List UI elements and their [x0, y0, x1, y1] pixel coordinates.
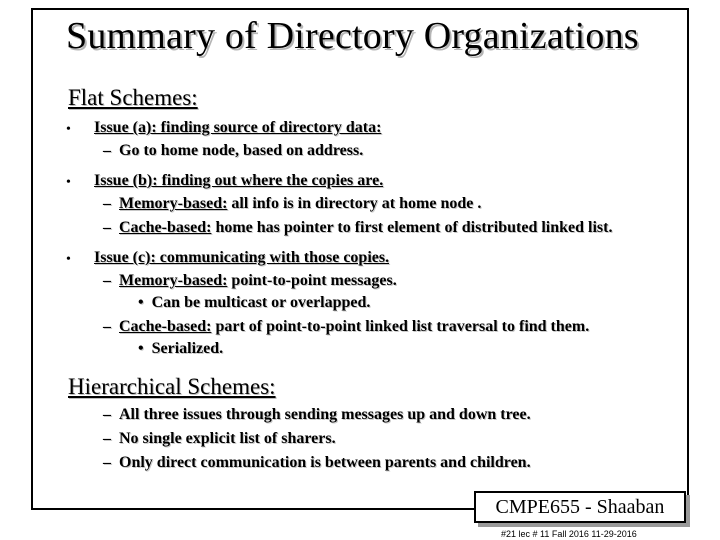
- issue-a-label: Issue (a): finding source of directory data:: [94, 119, 382, 136]
- issue-c-sub-2: • Serialized.: [138, 340, 224, 357]
- hierarchical-schemes-heading: Hierarchical Schemes:: [68, 374, 276, 399]
- bullet-icon: •: [66, 252, 71, 267]
- bullet-icon: •: [66, 122, 71, 137]
- bullet-icon: •: [66, 175, 71, 190]
- issue-b-dash-2: – Cache-based: home has pointer to first element of distributed linked list.: [103, 219, 613, 236]
- issue-c-dash-1: – Memory-based: point-to-point messages.: [103, 272, 397, 289]
- issue-a-dash-1: – Go to home node, based on address.: [103, 142, 364, 159]
- issue-b-label: Issue (b): finding out where the copies are.: [94, 172, 384, 189]
- flat-schemes-heading: Flat Schemes:: [68, 85, 198, 110]
- issue-c-sub-1: • Can be multicast or overlapped.: [138, 294, 371, 311]
- slide-title: Summary of Directory Organizations: [66, 15, 639, 57]
- hier-item-2: – No single explicit list of sharers.: [103, 430, 336, 447]
- hier-item-1: – All three issues through sending messages up and down tree.: [103, 406, 531, 423]
- hier-item-3: – Only direct communication is between parents and children.: [103, 454, 531, 471]
- issue-c-dash-2: – Cache-based: part of point-to-point linked list traversal to find them.: [103, 318, 590, 335]
- course-badge: CMPE655 - Shaaban: [474, 491, 686, 523]
- slide-footer: #21 lec # 11 Fall 2016 11-29-2016: [501, 529, 637, 539]
- issue-c-label: Issue (c): communicating with those copies.: [94, 249, 390, 266]
- issue-b-dash-1: – Memory-based: all info is in directory at home node .: [103, 195, 482, 212]
